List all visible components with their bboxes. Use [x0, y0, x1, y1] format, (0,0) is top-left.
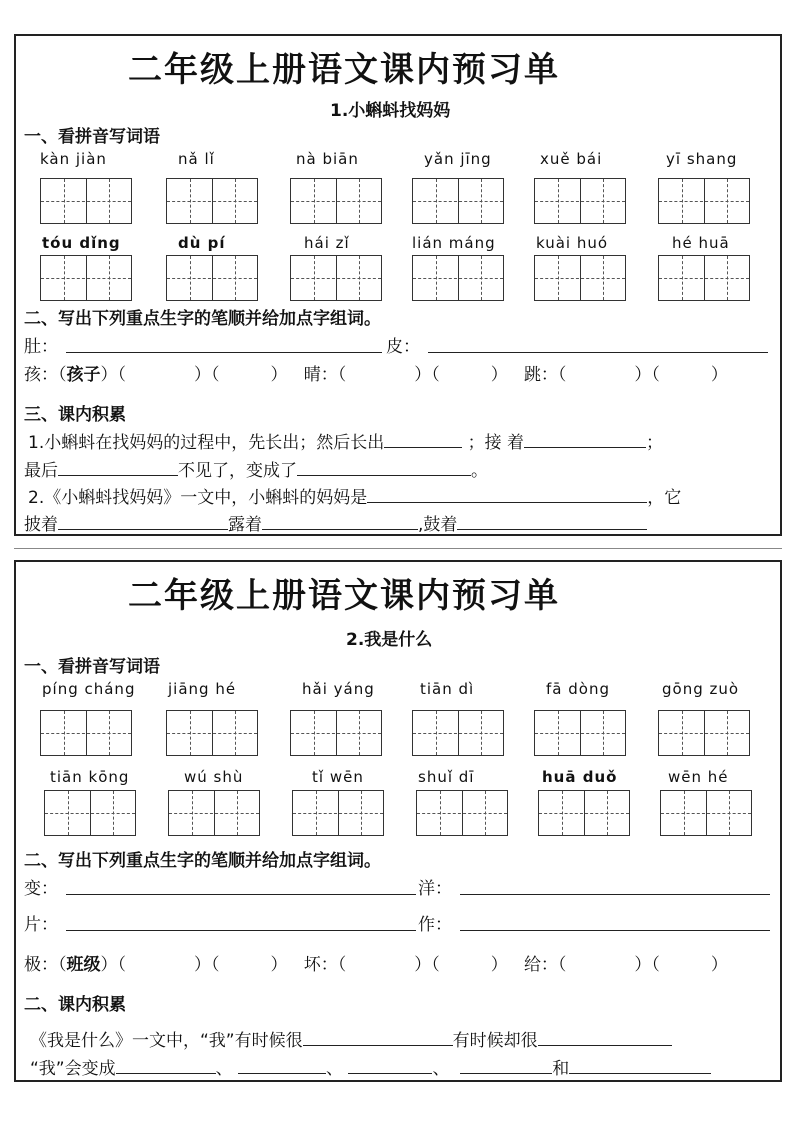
pinyin: tǐ wēn: [312, 768, 364, 786]
pinyin: tóu dǐng: [42, 234, 121, 252]
writing-box[interactable]: [166, 178, 258, 224]
pinyin: gōng zuò: [662, 680, 740, 698]
question-2-line-1: [28, 483, 681, 508]
question-text: 《我是什么》一文中，“我”有时候很: [30, 1031, 303, 1051]
writing-box[interactable]: [658, 255, 750, 301]
sheet-1-lesson: 1.小蝌蚪找妈妈: [330, 101, 451, 121]
char-label: 片：: [24, 915, 58, 935]
zuci-part: 孩：（: [24, 365, 67, 385]
question-1-line-1: [28, 428, 663, 453]
answer-line[interactable]: [66, 894, 416, 895]
pinyin: yǎn jīng: [424, 150, 492, 168]
sheet-2-title: 二年级上册语文课内预习单: [128, 576, 560, 616]
question-text: 不见了，变成了: [178, 461, 297, 481]
answer-line[interactable]: [58, 529, 228, 530]
zuci-part: 极：（: [24, 955, 67, 975]
pinyin: hǎi yáng: [302, 680, 375, 698]
answer-line[interactable]: [238, 1073, 326, 1074]
question-text: ,鼓着: [418, 515, 458, 535]
question-text: ；接 着: [467, 433, 525, 453]
pinyin: nǎ lǐ: [178, 150, 215, 168]
question-1-line-2: [30, 1054, 711, 1079]
writing-box[interactable]: [44, 790, 136, 836]
writing-box[interactable]: [290, 255, 382, 301]
answer-line[interactable]: [569, 1073, 711, 1074]
zuci-part: 给：（ ）（ ）: [523, 955, 728, 975]
question-text: 1.小蝌蚪在找妈妈的过程中，先长出: [28, 433, 300, 453]
answer-line[interactable]: [460, 930, 770, 931]
pinyin: kuài huó: [536, 234, 609, 252]
sheet-1-section-3: 三、课内积累: [24, 405, 126, 425]
char-label: 洋：: [418, 879, 452, 899]
pinyin: dù pí: [178, 234, 226, 252]
writing-box[interactable]: [534, 178, 626, 224]
sheet-1-section-1: 一、看拼音写词语: [24, 127, 160, 147]
zuci-part: ）（ ）（ ）: [100, 365, 288, 385]
answer-line[interactable]: [303, 1045, 453, 1046]
writing-box[interactable]: [290, 178, 382, 224]
writing-box[interactable]: [412, 178, 504, 224]
question-text: ；: [646, 433, 664, 453]
writing-box[interactable]: [166, 255, 258, 301]
sheet-2-section-2: 二、写出下列重点生字的笔顺并给加点字组词。: [24, 851, 381, 871]
answer-line[interactable]: [66, 930, 416, 931]
answer-line[interactable]: [58, 475, 178, 476]
pinyin: wēn hé: [668, 768, 729, 786]
char-label: 皮：: [386, 337, 420, 357]
question-text: “我”会变成: [30, 1059, 116, 1079]
writing-box[interactable]: [40, 255, 132, 301]
char-label: 肚：: [24, 337, 58, 357]
writing-box[interactable]: [168, 790, 260, 836]
answer-line[interactable]: [367, 502, 647, 503]
answer-line[interactable]: [66, 352, 382, 353]
answer-line[interactable]: [116, 1073, 216, 1074]
zuci-part: 晴：（ ）（ ）: [303, 365, 508, 385]
pinyin: hé huā: [672, 234, 730, 252]
answer-line[interactable]: [460, 894, 770, 895]
pinyin: lián máng: [412, 234, 496, 252]
question-2-line-2: [24, 510, 647, 535]
pinyin: tiān dì: [420, 680, 475, 698]
writing-box[interactable]: [658, 178, 750, 224]
question-text: 披着: [24, 515, 58, 535]
sheet-1-title: 二年级上册语文课内预习单: [128, 50, 560, 90]
question-text: 有时候却很: [452, 1031, 538, 1051]
sheet-2-lesson: 2.我是什么: [346, 630, 433, 650]
writing-box[interactable]: [290, 710, 382, 756]
zuci-part: 跳：（ ）（ ）: [523, 365, 728, 385]
question-text: 2.《小蝌蚪找妈妈》一文中，小蝌蚪的妈妈是: [28, 488, 368, 508]
question-text: ；然后长出: [299, 433, 385, 453]
writing-box[interactable]: [412, 255, 504, 301]
pinyin: huā duǒ: [542, 768, 618, 786]
pinyin: tiān kōng: [50, 768, 130, 786]
writing-box[interactable]: [658, 710, 750, 756]
writing-box[interactable]: [292, 790, 384, 836]
char-label: 变：: [24, 879, 58, 899]
sheet-2-section-1: 一、看拼音写词语: [24, 657, 160, 677]
question-text: 露着: [228, 515, 262, 535]
pinyin: wú shù: [184, 768, 244, 786]
writing-box[interactable]: [534, 255, 626, 301]
question-1-line-1: [30, 1026, 672, 1051]
zuci-example: 孩子: [66, 365, 101, 385]
pinyin: jiāng hé: [168, 680, 237, 698]
answer-line[interactable]: [348, 1073, 432, 1074]
pinyin: kàn jiàn: [40, 150, 107, 168]
writing-box[interactable]: [660, 790, 752, 836]
answer-line[interactable]: [457, 529, 647, 530]
pinyin: yī shang: [666, 150, 738, 168]
page-separator: [14, 548, 782, 549]
pinyin: xuě bái: [540, 150, 603, 168]
writing-box[interactable]: [416, 790, 508, 836]
pinyin: píng cháng: [42, 680, 136, 698]
question-text: 、: [432, 1059, 450, 1079]
zuci-part: 坏：（ ）（ ）: [303, 955, 508, 975]
question-text: 最后: [24, 461, 58, 481]
answer-line[interactable]: [524, 447, 646, 448]
zuci-line: [24, 950, 728, 975]
question-text: 和: [552, 1059, 570, 1079]
question-text: 、: [326, 1059, 344, 1079]
answer-line[interactable]: [428, 352, 768, 353]
question-text: 。: [471, 461, 488, 481]
question-1-line-2: [24, 456, 488, 481]
writing-box[interactable]: [534, 710, 626, 756]
pinyin: fā dòng: [546, 680, 610, 698]
writing-box[interactable]: [538, 790, 630, 836]
zuci-line: [24, 360, 728, 385]
pinyin: nà biān: [296, 150, 359, 168]
writing-box[interactable]: [166, 710, 258, 756]
writing-box[interactable]: [40, 178, 132, 224]
writing-box[interactable]: [40, 710, 132, 756]
answer-line[interactable]: [538, 1045, 672, 1046]
zuci-part: ）（ ）（ ）: [100, 955, 288, 975]
zuci-example: 班级: [66, 955, 101, 975]
answer-line[interactable]: [297, 475, 471, 476]
question-text: ，它: [647, 488, 682, 508]
pinyin: shuǐ dī: [418, 768, 475, 786]
question-text: 、: [215, 1059, 233, 1079]
answer-line[interactable]: [384, 447, 462, 448]
answer-line[interactable]: [460, 1073, 552, 1074]
sheet-2-section-3: 二、课内积累: [24, 995, 126, 1015]
char-label: 作：: [418, 915, 452, 935]
answer-line[interactable]: [262, 529, 418, 530]
writing-box[interactable]: [412, 710, 504, 756]
sheet-1-section-2: 二、写出下列重点生字的笔顺并给加点字组词。: [24, 309, 381, 329]
pinyin: hái zǐ: [304, 234, 350, 252]
